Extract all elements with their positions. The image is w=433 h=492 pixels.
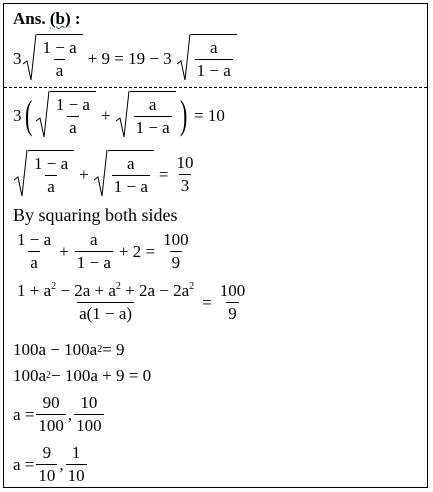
plus: + <box>100 105 111 125</box>
fraction-10-3: $\frac{10}{3}$ <box>176 152 194 195</box>
step8-lead: a = <box>13 454 35 474</box>
fraction-9-10: $\frac{9}{10}$ <box>38 443 56 485</box>
answer-option: (b) <box>49 9 71 28</box>
equals: = <box>202 292 212 312</box>
expanded-denominator: a(1 − a) <box>79 303 133 323</box>
sqrt-term-2 <box>94 150 154 198</box>
fraction: $\frac{1 - a}{a}$ <box>34 154 69 196</box>
fraction: $\frac{a}{1 - a}$ <box>196 38 231 80</box>
fraction-100-9: $\frac{100}{9}$ <box>219 281 246 323</box>
sqrt-term-1 <box>23 34 83 82</box>
coef-3: 3 <box>13 48 22 68</box>
fraction-1-10: $\frac{1}{10}$ <box>67 443 85 485</box>
right-paren: ) <box>179 92 188 137</box>
step7-lead: a = <box>13 404 35 424</box>
equals: = <box>158 164 169 184</box>
sqrt-term-2 <box>177 34 237 82</box>
comma: , <box>67 404 73 424</box>
dashed-divider <box>4 87 427 88</box>
step5-lhs: 100a − 100a <box>13 340 98 359</box>
radical-sign-icon <box>23 34 37 82</box>
fraction-100-9: $\frac{100}{9}$ <box>163 230 189 272</box>
given-middle: + 9 = 19 − 3 <box>87 48 172 68</box>
step-3 <box>13 231 193 272</box>
step-6: 100a 2 − 100a + 9 = 0 <box>13 366 152 385</box>
sqrt-term-2 <box>116 91 176 139</box>
fraction-expanded <box>15 282 196 323</box>
fraction: $\frac{a}{1 - a}$ <box>76 230 111 272</box>
step5-rhs: = 9 <box>102 340 125 359</box>
fraction: $\frac{1 - a}{a}$ <box>42 38 77 80</box>
step6-rest: − 100a + 9 = 0 <box>51 366 152 385</box>
fraction-10-100: $\frac{10}{100}$ <box>76 393 102 435</box>
fraction: $\frac{a}{1 - a}$ <box>135 95 170 137</box>
fraction: $\frac{a}{1 - a}$ <box>113 154 148 196</box>
fraction-90-100: $\frac{90}{100}$ <box>38 393 64 435</box>
radical-sign-icon <box>94 150 108 198</box>
left-paren: ( <box>24 92 32 137</box>
step-4 <box>13 282 249 323</box>
squaring-text <box>13 206 178 224</box>
step-8 <box>13 444 89 485</box>
step-2 <box>13 150 197 198</box>
radical-sign-icon <box>116 91 130 139</box>
solution-box <box>3 3 428 488</box>
fraction: $\frac{1 - a}{a}$ <box>17 230 52 272</box>
step-7 <box>13 394 106 435</box>
step-1 <box>13 91 229 139</box>
step-5: 100a − 100a 2 = 9 <box>13 340 125 359</box>
step6-lead: 100a <box>13 366 47 385</box>
step1-rhs: = 10 <box>194 105 225 125</box>
plus: + <box>59 241 69 261</box>
radical-sign-icon <box>177 34 191 82</box>
sqrt-term-1 <box>36 91 96 139</box>
expanded-numerator: $1 + a^2 - 2a + a^2 + 2a - 2a^2$ <box>17 281 195 300</box>
step1-coef: 3 <box>13 105 22 125</box>
radical-sign-icon <box>36 91 50 139</box>
plus: + <box>79 164 89 184</box>
given-equation <box>13 34 238 82</box>
step3-middle: + 2 = <box>118 241 156 261</box>
comma: , <box>59 454 64 474</box>
answer-label-row <box>13 10 81 27</box>
fraction: $\frac{1 - a}{a}$ <box>55 95 90 137</box>
sqrt-term-1 <box>14 150 74 198</box>
radical-sign-icon <box>14 150 28 198</box>
squaring-label: By squaring both sides <box>13 205 178 225</box>
answer-label: Ans. (b) : <box>13 9 81 28</box>
